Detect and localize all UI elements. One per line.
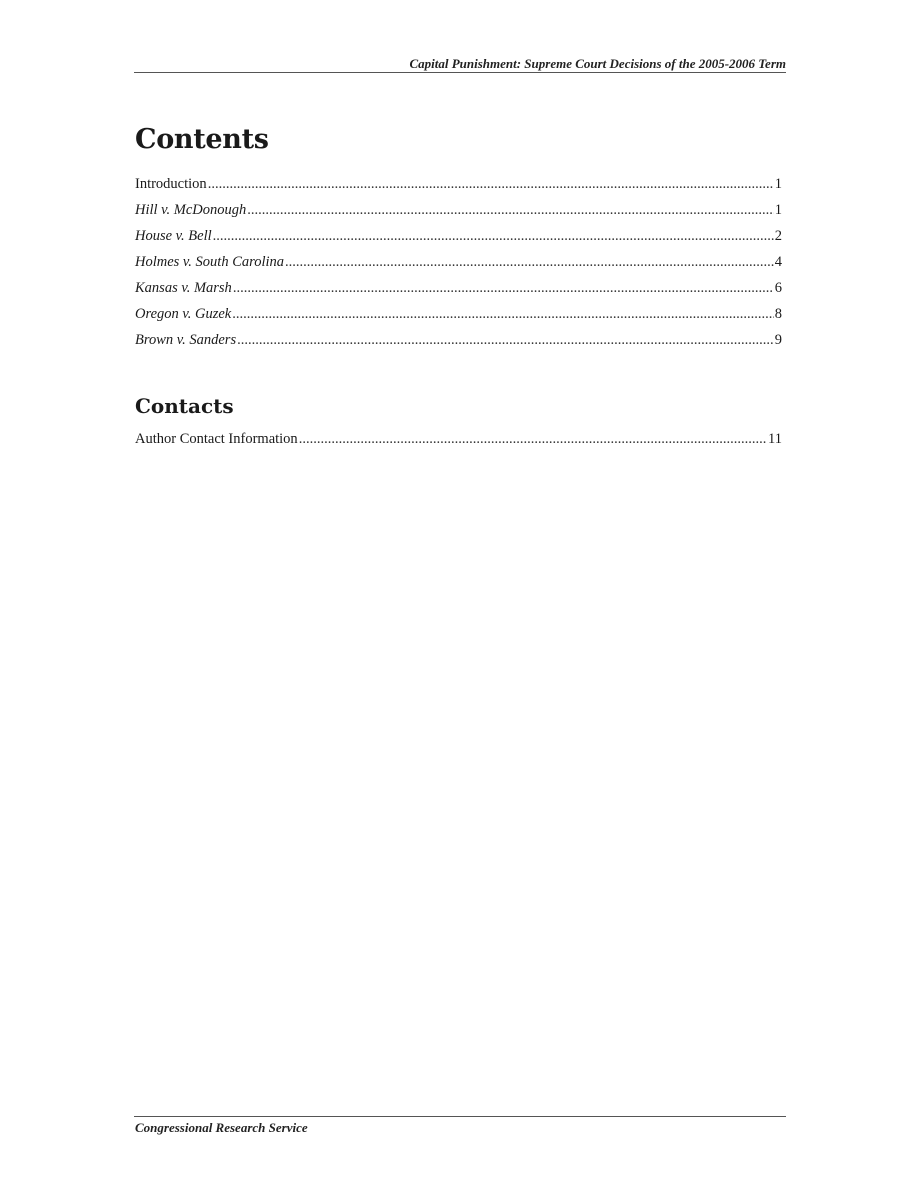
toc-entry-label: Introduction xyxy=(135,176,207,192)
dot-leader xyxy=(233,280,774,297)
dot-leader xyxy=(247,202,773,219)
toc-entry-hill-v-mcdonough[interactable] xyxy=(135,202,782,228)
toc-entry-holmes-v-south-carolina[interactable] xyxy=(135,254,782,280)
footer-rule xyxy=(134,1116,786,1117)
running-header: Capital Punishment: Supreme Court Decisions of the 2005-2006 Term xyxy=(409,56,786,71)
toc-entry-oregon-v-guzek[interactable] xyxy=(135,306,782,332)
toc-entry-page: 1 xyxy=(774,202,782,218)
dot-leader xyxy=(285,254,774,271)
toc-entry-author-contact-information[interactable] xyxy=(135,431,782,457)
toc-entry-page: 4 xyxy=(774,254,782,270)
toc-entry-page: 1 xyxy=(774,176,782,192)
toc-entry-label: Holmes v. South Carolina xyxy=(135,254,285,270)
toc-entry-introduction[interactable] xyxy=(135,176,782,202)
toc-entry-page: 8 xyxy=(774,306,782,322)
dot-leader xyxy=(208,176,774,193)
toc-entry-label: Hill v. McDonough xyxy=(135,202,247,218)
running-footer: Congressional Research Service xyxy=(135,1120,308,1135)
toc-entry-house-v-bell[interactable] xyxy=(135,228,782,254)
toc-entry-page: 2 xyxy=(774,228,782,244)
contacts-title: Contacts xyxy=(135,394,234,418)
toc-entry-kansas-v-marsh[interactable] xyxy=(135,280,782,306)
dot-leader xyxy=(232,306,774,323)
header-rule xyxy=(134,72,786,73)
toc-entry-label: Oregon v. Guzek xyxy=(135,306,232,322)
toc-entry-label: House v. Bell xyxy=(135,228,212,244)
contacts-list xyxy=(135,431,782,457)
toc-entry-page: 9 xyxy=(774,332,782,348)
toc-entry-page: 6 xyxy=(774,280,782,296)
toc-entry-brown-v-sanders[interactable] xyxy=(135,332,782,358)
contents-title: Contents xyxy=(135,124,269,155)
contents-list xyxy=(135,176,782,358)
dot-leader xyxy=(213,228,774,245)
dot-leader xyxy=(299,431,767,448)
toc-entry-page: 11 xyxy=(768,431,782,447)
dot-leader xyxy=(237,332,774,349)
toc-entry-label: Kansas v. Marsh xyxy=(135,280,232,296)
toc-entry-label: Brown v. Sanders xyxy=(135,332,237,348)
toc-entry-label: Author Contact Information xyxy=(135,431,298,447)
